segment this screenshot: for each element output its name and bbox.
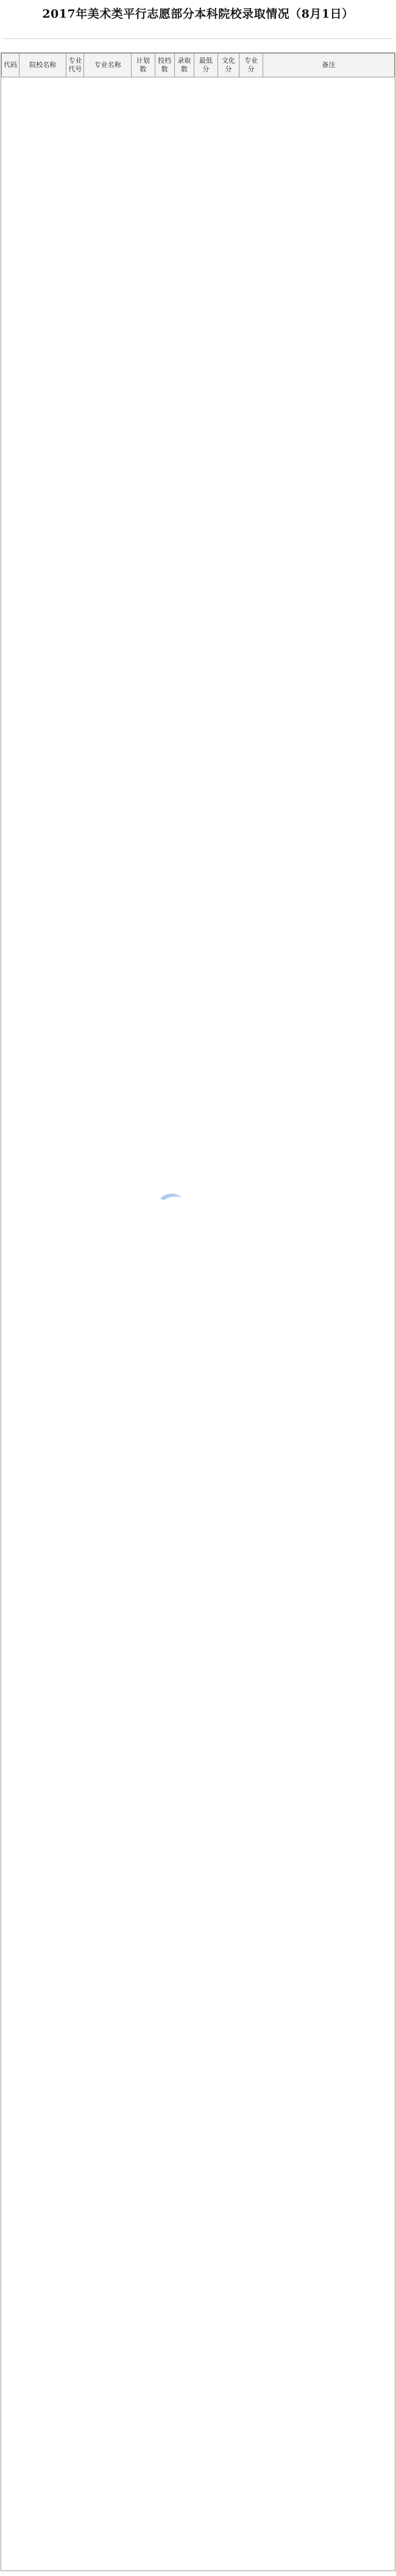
header-filed-count: 投档数: [155, 54, 174, 77]
admission-table: [1, 53, 395, 77]
header-major-code: 专业代号: [66, 54, 84, 77]
header-min-score: 最低分: [194, 54, 218, 77]
header-school-name: 院校名称: [19, 54, 66, 77]
header-plan-count: 计划数: [131, 54, 155, 77]
header-school-code: 代码: [2, 54, 19, 77]
header-remarks: 备注: [263, 54, 394, 77]
publish-meta: [0, 25, 396, 34]
admission-table-container: [1, 52, 395, 2571]
page-title: 2017年美术类平行志愿部分本科院校录取情况（8月1日）: [42, 7, 354, 21]
header-culture-score: 文化分: [217, 54, 239, 77]
title-divider: [3, 38, 393, 39]
header-admitted-count: 录取数: [174, 54, 194, 77]
header-major-name: 专业名称: [84, 54, 131, 77]
header-art-score: 专业分: [239, 54, 263, 77]
table-header-row: [2, 54, 395, 77]
